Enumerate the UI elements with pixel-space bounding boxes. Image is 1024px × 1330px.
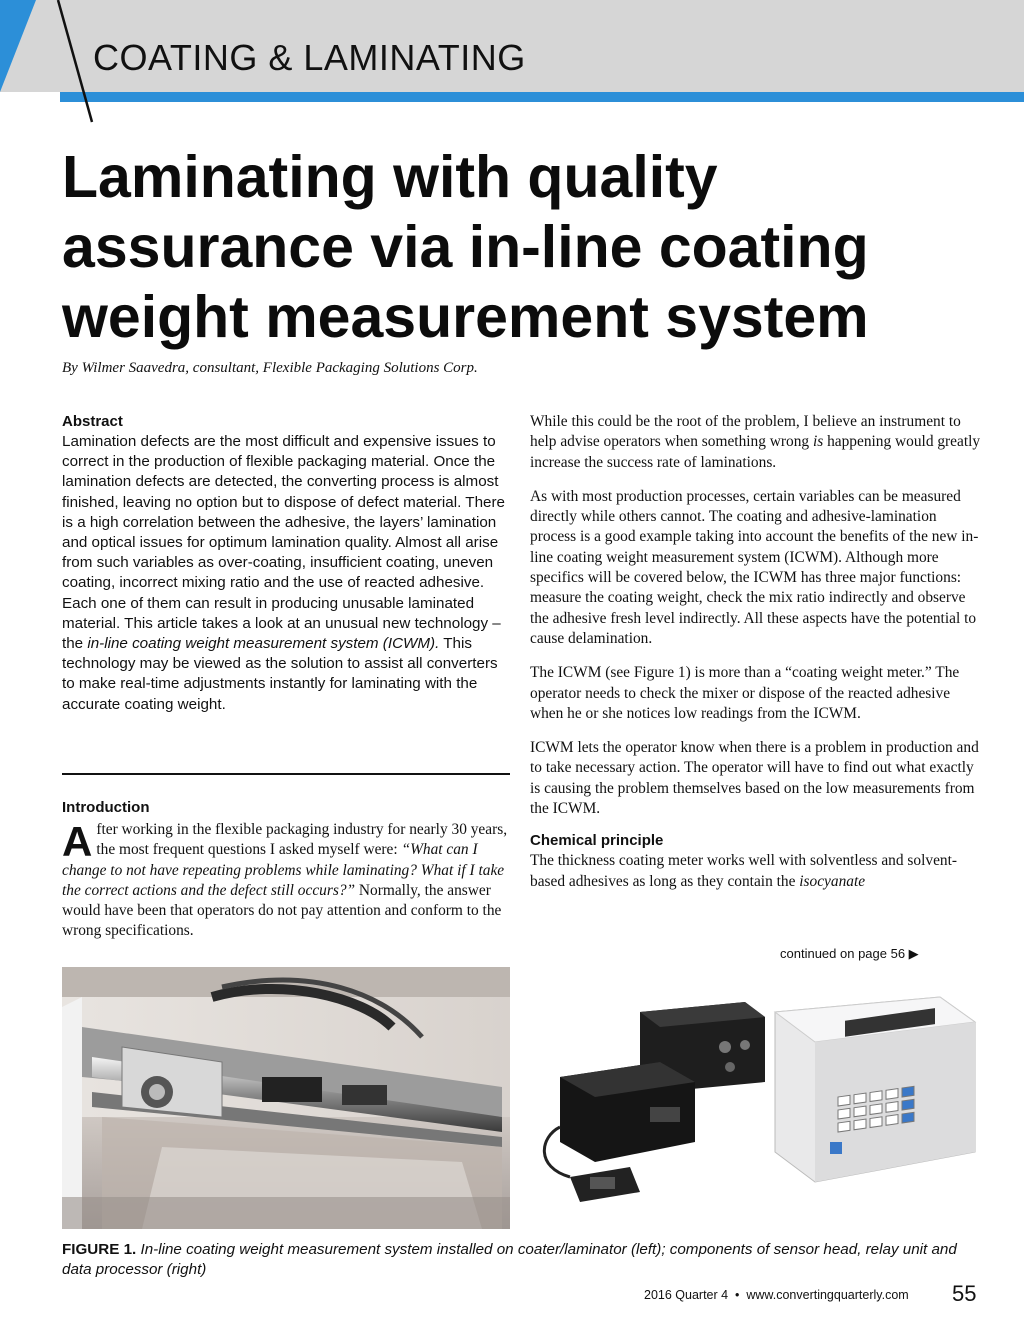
paragraph: ICWM lets the operator know when there is a problem in production and to take necessary action. The operator will have to find out what exactly is causing the problem themselves based on the low measurements from the ICWM. [530, 739, 979, 818]
section-label: COATING & LAMINATING [93, 37, 526, 78]
figure-caption [62, 1240, 982, 1280]
abstract-text-part: This technology may be viewed as the solution to assist all converters to make real-time adjustments instantly for laminating with the accurate coating weight. [62, 635, 498, 713]
abstract-section [62, 412, 512, 715]
introduction-text-part: fter working in the flexible packaging industry for nearly 30 years, the most frequent questions I asked myself were: [96, 821, 508, 859]
introduction-text-italic: “What can I change to not have repeating problems while laminating? What if I take the correct actions and the defect still occurs?” [62, 841, 505, 899]
page-number: 55 [952, 1281, 977, 1306]
abstract-text [62, 432, 512, 715]
introduction-text-part: Normally, the answer would have been that operators do not pay attention and conform to the wrong specifications. [62, 881, 502, 940]
abstract-text-italic: in-line coating weight measurement system (ICWM). [87, 635, 440, 653]
article-title: Laminating with quality assurance via in-line coating weight measurement system [62, 144, 869, 350]
abstract-heading: Abstract [62, 413, 123, 430]
header-slash-line [0, 0, 100, 125]
introduction-heading: Introduction [62, 799, 150, 816]
section-divider [62, 773, 510, 775]
introduction-text [62, 820, 512, 942]
components-photo [530, 967, 982, 1229]
header-accent-bar [60, 92, 1024, 102]
introduction-section [62, 798, 512, 956]
figure-label: FIGURE 1. [62, 1241, 137, 1258]
article-byline: By Wilmer Saavedra, consultant, Flexible Packaging Solutions Corp. [62, 360, 478, 376]
laminator-photo [62, 967, 510, 1229]
continued-link[interactable]: continued on page 56 ▶ [780, 946, 919, 961]
figure-caption-text: In-line coating weight measurement system installed on coater/laminator (left); components of sensor head, relay unit and data processor (right) [62, 1241, 957, 1278]
paragraph-part: happening would greatly increase the success rate of laminations. [530, 433, 981, 471]
paragraph-italic: is [812, 433, 824, 451]
paragraph-part: The thickness coating meter works well with solventless and solvent-based adhesives as long as they contain the [530, 852, 957, 890]
drop-cap: A [62, 818, 93, 865]
right-column [530, 412, 982, 906]
paragraph: As with most production processes, certain variables can be measured directly while others cannot. The coating and adhesive-lamination process is a good example taking into account the benefits of the new in-line coating weight measurement system (ICWM). Although more specifics will be covered below, the ICWM has three major functions: measure the coating weight, check the mix ratio indirectly and observe the adhesive fresh level indirectly. All these aspects have the potential to cause delamination. [530, 487, 979, 647]
paragraph-italic: isocyanate [799, 872, 866, 890]
paragraph [530, 412, 982, 473]
chemical-principle-heading: Chemical principle [530, 832, 664, 850]
paragraph: The ICWM (see Figure 1) is more than a “coating weight meter.” The operator needs to check the mixer or dispose of the reacted adhesive when he or she notices low readings from the ICWM. [530, 664, 960, 722]
paragraph-part: While this could be the root of the problem, I believe an instrument to help advise operators when something wrong [530, 413, 961, 451]
footer-issue-and-url: 2016 Quarter 4 • www.convertingquarterly.com [644, 1288, 909, 1302]
abstract-text-part: Lamination defects are the most difficult and expensive issues to correct in the production of flexible packaging material. Once the lamination defects are detected, the converting process is almost finished, leaving no option but to dispose of defect material. There is a high correlation between the adhesive, the layers’ lamination and optical issues for optimum lamination quality. Almost all arise from such variables as over-coating, insufficient coating, uneven coating, incorrect mixing ratio and the use of reacted adhesive. Each one of them can result in producing unusable laminated material. This article takes a look at an unusual new technology – the [62, 433, 505, 653]
paragraph [530, 851, 982, 892]
